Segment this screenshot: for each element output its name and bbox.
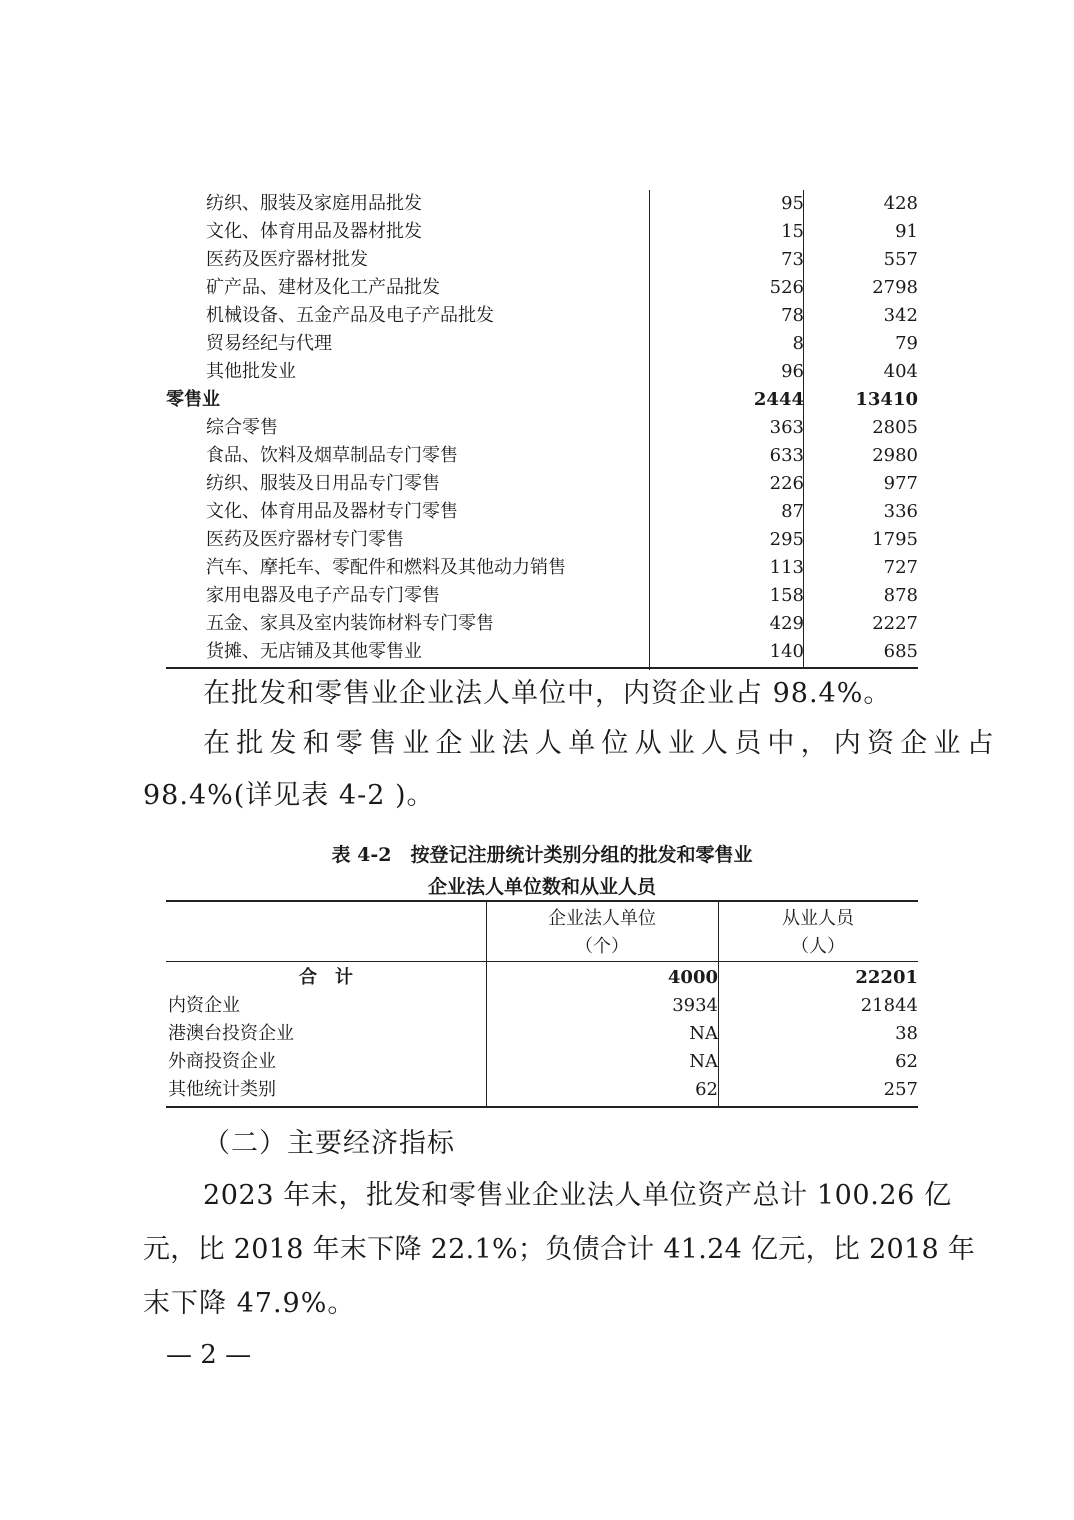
row-label: 贸易经纪与代理	[206, 333, 332, 354]
employee-count: 13410	[855, 389, 918, 410]
row-label: 矿产品、建材及化工产品批发	[206, 277, 440, 298]
total-label: 合 计	[299, 967, 353, 988]
table-row	[166, 442, 918, 470]
table-row	[166, 302, 918, 330]
employee-count: 257	[883, 1079, 918, 1100]
row-label: 家用电器及电子产品专门零售	[206, 585, 440, 606]
section-text-line1: 2023 年末，批发和零售业企业法人单位资产总计 100.26 亿	[203, 1180, 952, 1211]
employee-count: 2980	[872, 445, 918, 466]
section-text-line3: 末下降 47.9%。	[143, 1288, 356, 1319]
employee-count: 404	[883, 361, 918, 382]
employee-count: 428	[883, 193, 918, 214]
employee-count: 2227	[872, 613, 918, 634]
employee-count: 2798	[872, 277, 918, 298]
unit-count: 526	[769, 277, 804, 298]
row-label: 文化、体育用品及器材批发	[206, 221, 422, 242]
employee-count: 342	[883, 305, 918, 326]
unit-count: 158	[769, 585, 804, 606]
table-row	[166, 470, 918, 498]
unit-count: 8	[792, 333, 804, 354]
employee-count: 22201	[855, 967, 918, 988]
row-label: 医药及医疗器材批发	[206, 249, 368, 270]
table-row	[166, 554, 918, 582]
table-row	[166, 358, 918, 386]
employee-count: 336	[883, 501, 918, 522]
unit-count: 78	[781, 305, 804, 326]
header-employees-unit: （人）	[791, 936, 845, 957]
category-label: 零售业	[166, 389, 220, 410]
unit-count: 140	[769, 641, 804, 662]
header-employees: 从业人员	[782, 908, 854, 929]
row-label: 外商投资企业	[168, 1051, 276, 1072]
page-number: — 2 —	[166, 1340, 252, 1370]
row-label: 内资企业	[168, 995, 240, 1016]
row-label: 机械设备、五金产品及电子产品批发	[206, 305, 494, 326]
table-row	[166, 992, 918, 1020]
paragraph-domestic-employees-line2: 98.4%(详见表 4-2 )。	[143, 780, 435, 811]
row-label: 纺织、服装及家庭用品批发	[206, 193, 422, 214]
section-text-line2: 元，比 2018 年末下降 22.1%；负债合计 41.24 亿元，比 2018 年	[143, 1234, 976, 1265]
unit-count: 429	[769, 613, 804, 634]
paragraph-domestic-units: 在批发和零售业企业法人单位中，内资企业占 98.4%。	[203, 678, 892, 709]
table-row	[166, 1020, 918, 1048]
table-row	[166, 330, 918, 358]
table-row-total	[166, 964, 918, 992]
employee-count: 727	[883, 557, 918, 578]
table-row	[166, 498, 918, 526]
table-row	[166, 414, 918, 442]
unit-count: 113	[769, 557, 804, 578]
table-row	[166, 1048, 918, 1076]
unit-count: 4000	[667, 967, 718, 988]
section-heading: （二）主要经济指标	[203, 1128, 455, 1159]
row-label: 综合零售	[206, 417, 278, 438]
unit-count: 15	[781, 221, 804, 242]
employee-count: 38	[895, 1023, 918, 1044]
employee-count: 62	[895, 1051, 918, 1072]
employee-count: 1795	[872, 529, 918, 550]
unit-count: 73	[781, 249, 804, 270]
table-row	[166, 638, 918, 666]
row-label: 食品、饮料及烟草制品专门零售	[206, 445, 458, 466]
employee-count: 91	[895, 221, 918, 242]
unit-count: 226	[769, 473, 804, 494]
table-row	[166, 1076, 918, 1104]
row-label: 汽车、摩托车、零配件和燃料及其他动力销售	[206, 557, 566, 578]
row-label: 港澳台投资企业	[168, 1023, 294, 1044]
row-label: 医药及医疗器材专门零售	[206, 529, 404, 550]
row-label: 货摊、无店铺及其他零售业	[206, 641, 422, 662]
table-row	[166, 526, 918, 554]
unit-count: 633	[769, 445, 804, 466]
employee-count: 79	[895, 333, 918, 354]
employee-count: 878	[883, 585, 918, 606]
row-label: 文化、体育用品及器材专门零售	[206, 501, 458, 522]
table-row	[166, 582, 918, 610]
unit-count: 96	[781, 361, 804, 382]
unit-count: 295	[769, 529, 804, 550]
table-row	[166, 274, 918, 302]
table-title: 表 4-2 按登记注册统计类别分组的批发和零售业	[331, 844, 753, 866]
employee-count: 977	[883, 473, 918, 494]
table-subtitle: 企业法人单位数和从业人员	[427, 876, 656, 898]
table-row	[166, 246, 918, 274]
table-registration-type	[166, 900, 918, 1110]
table-row	[166, 218, 918, 246]
row-label: 其他批发业	[206, 361, 296, 382]
unit-count: 87	[781, 501, 804, 522]
unit-count: 2444	[753, 389, 804, 410]
unit-count: 363	[769, 417, 804, 438]
table-continued	[166, 190, 918, 670]
unit-count: 3934	[672, 995, 718, 1016]
table-bottom-rule	[166, 1106, 918, 1108]
unit-count: NA	[689, 1051, 718, 1072]
row-label: 五金、家具及室内装饰材料专门零售	[206, 613, 494, 634]
row-label: 纺织、服装及日用品专门零售	[206, 473, 440, 494]
table-top-rule	[166, 900, 918, 902]
table-row	[166, 190, 918, 218]
unit-count: 62	[695, 1079, 718, 1100]
employee-count: 685	[883, 641, 918, 662]
employee-count: 557	[883, 249, 918, 270]
row-label: 其他统计类别	[168, 1079, 276, 1100]
unit-count: NA	[689, 1023, 718, 1044]
table-bottom-rule	[166, 667, 918, 669]
unit-count: 95	[781, 193, 804, 214]
paragraph-domestic-employees-line1: 在批发和零售业企业法人单位从业人员中，内资企业占	[203, 728, 1000, 759]
header-units-unit: （个）	[575, 936, 629, 957]
employee-count: 2805	[872, 417, 918, 438]
table-row-category	[166, 386, 918, 414]
table-row	[166, 610, 918, 638]
employee-count: 21844	[860, 995, 918, 1016]
header-units: 企业法人单位	[548, 908, 656, 929]
